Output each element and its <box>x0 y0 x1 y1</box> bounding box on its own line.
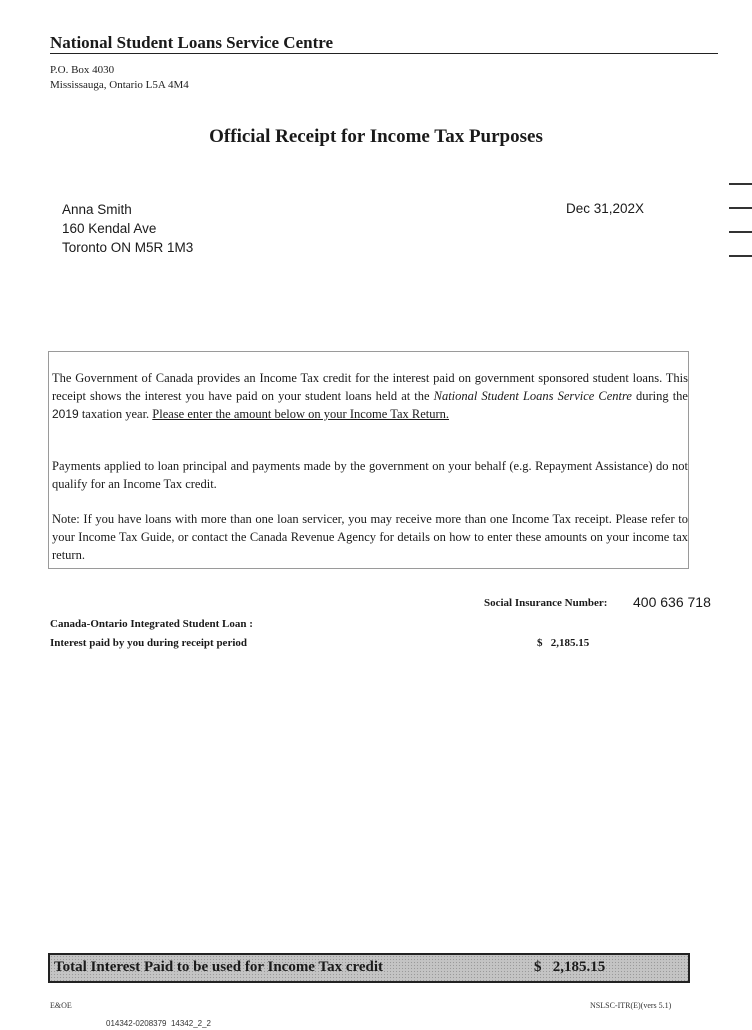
total-interest-value: $ 2,185.15 <box>534 959 606 975</box>
recipient-street: 160 Kendal Ave <box>62 221 157 236</box>
edge-mark <box>729 207 752 209</box>
edge-mark <box>729 231 752 233</box>
edge-mark <box>729 183 752 185</box>
footer-form-code: NSLSC-ITR(E)(vers 5.1) <box>590 1001 672 1010</box>
total-interest-label: Total Interest Paid to be used for Income Tax credit <box>54 959 384 975</box>
recipient-city: Toronto ON M5R 1M3 <box>62 240 194 255</box>
notice-p1-service-centre: National Student Loans Service Centre <box>433 389 632 403</box>
org-address-line-1: P.O. Box 4030 <box>50 64 115 76</box>
footer-reference: 014342-0208379 14342_2_2 <box>106 1019 211 1028</box>
receipt-date: Dec 31,202X <box>566 201 645 216</box>
sin-value: 400 636 718 <box>633 594 711 610</box>
organization-name: National Student Loans Service Centre <box>50 33 334 52</box>
notice-paragraph-3: Note: If you have loans with more than one loan servicer, you may receive more than one Income Tax receipt. Please refer to your Income Tax Guide, or contact the Canada Revenue Agency for details on how to enter these amounts on your income tax return. <box>52 512 688 562</box>
recipient-name: Anna Smith <box>62 202 132 217</box>
notice-paragraph-1 <box>52 369 688 423</box>
notice-p1-text-b: during the <box>631 389 688 403</box>
interest-paid-label: Interest paid by you during receipt period <box>50 637 247 649</box>
org-address-line-2: Mississauga, Ontario L5A 4M4 <box>50 79 189 91</box>
footer-eoe: E&OE <box>50 1001 72 1010</box>
notice-p1-year: 2019 <box>52 407 79 421</box>
header-rule <box>50 53 718 54</box>
notice-paragraph-2: Payments applied to loan principal and payments made by the government on your behalf (e.g. Repayment Assistance) do not qualify for an Income Tax credit. <box>52 459 688 491</box>
notice-p1-text-a: The Government of Canada provides an Income Tax credit for the interest paid on government sponsored student loans. This receipt shows the interest you have paid on your student loans held at the <box>52 371 688 403</box>
loan-type-label: Canada-Ontario Integrated Student Loan : <box>50 618 253 630</box>
notice-p1-text-c: taxation year. <box>78 407 153 421</box>
interest-paid-value: $ 2,185.15 <box>537 637 590 649</box>
document-title: Official Receipt for Income Tax Purposes <box>209 126 543 147</box>
sin-label: Social Insurance Number: <box>484 597 608 609</box>
notice-p1-instruction: Please enter the amount below on your Income Tax Return. <box>152 407 450 421</box>
edge-mark <box>729 255 752 257</box>
